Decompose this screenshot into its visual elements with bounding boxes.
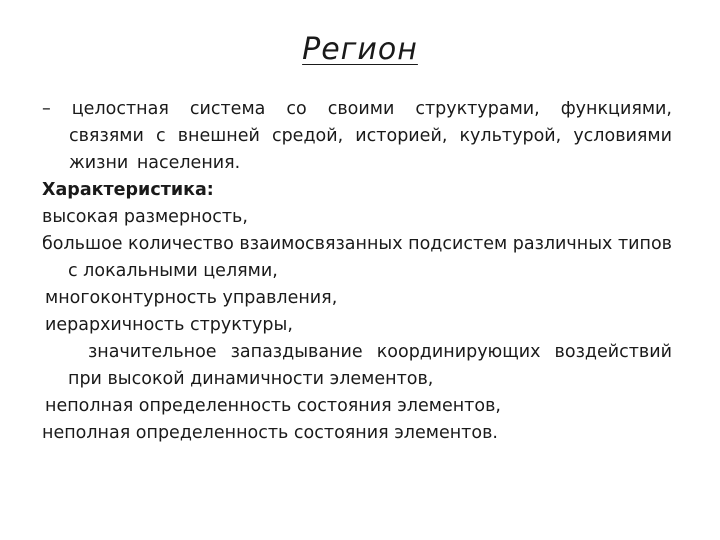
list-item-hierarchy: иерархичность структуры, [45, 315, 293, 335]
list-item-subsystems: большое количество взаимосвязанных подсистем различных типов с локальными целями, [42, 234, 672, 281]
slide-body [42, 96, 672, 447]
list-item-uncertainty-2: неполная определенность состояния элементов. [42, 423, 498, 443]
definition-paragraph: – целостная система со своими структурами, функциями, связями с внешней средой, историей, культурой, условиями жизни населения. [42, 99, 672, 173]
list-item-multiloop-control: многоконтурность управления, [45, 288, 338, 308]
list-item-delay: значительное запаздывание координирующих воздействий при высокой динамичности элементов, [68, 342, 672, 389]
slide-title-text: Регион [302, 32, 418, 67]
list-item-uncertainty-1: неполная определенность состояния элементов, [45, 396, 501, 416]
slide-title [0, 30, 720, 70]
list-item-dimension: высокая размерность, [42, 207, 248, 227]
characteristics-heading: Характеристика: [42, 180, 214, 200]
